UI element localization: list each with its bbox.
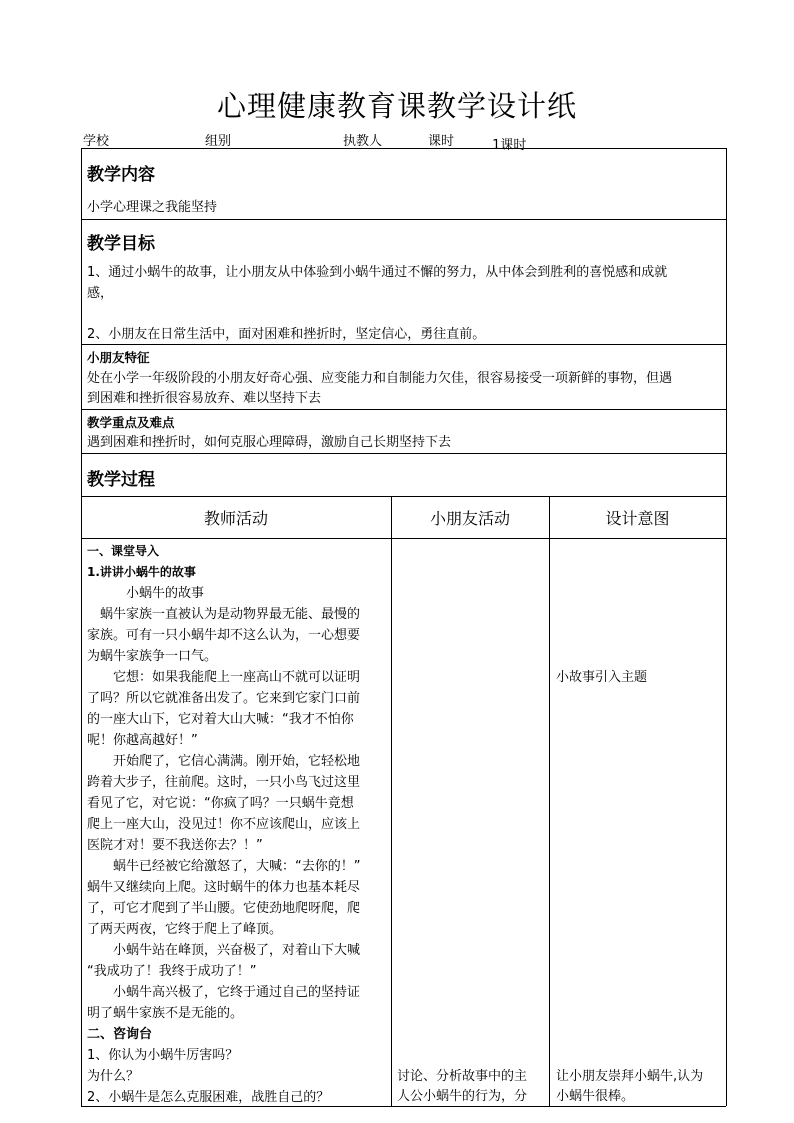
story-line: 它想：如果我能爬上一座高山不就可以证明 — [113, 670, 361, 685]
divider-content — [81, 219, 726, 220]
question-line: 为什么？ — [87, 1069, 140, 1084]
story-line: 的一座大山下，它对着大山大喊：“我才不怕你 — [87, 712, 354, 727]
goal-1-line2: 感， — [87, 286, 114, 301]
section-intro-heading: 一、课堂导入 — [87, 544, 160, 558]
intent-1: 小故事引入主题 — [556, 670, 648, 685]
key-heading: 教学重点及难点 — [87, 415, 175, 430]
section-consult-heading: 二、咨询台 — [87, 1027, 153, 1042]
process-heading: 教学过程 — [87, 470, 155, 490]
table-right-border — [726, 148, 727, 1106]
column-divider-1 — [391, 496, 392, 1106]
story-line: 呢！你越高越好！” — [87, 733, 198, 748]
hours-label: 课时 — [428, 134, 455, 149]
story-line: 明了蜗牛家族不是无能的。 — [87, 1006, 244, 1021]
story-line: 医院才对！要不我送你去？！” — [87, 838, 263, 853]
story-line: 跨着大步子，往前爬。这时，一只小鸟飞过这里 — [87, 775, 361, 790]
teacher-activity-cell — [87, 541, 387, 1108]
story-line: 了吗？所以它就准备出发了。它来到它家门口前 — [87, 691, 361, 706]
intent-2-line2: 小蜗牛很棒。 — [556, 1089, 635, 1104]
question-line: 2、小蜗牛是怎么克服困难，战胜自己的？ — [87, 1090, 330, 1105]
column-header-student: 小朋友活动 — [429, 509, 510, 528]
column-header-teacher: 教师活动 — [203, 509, 268, 528]
goal-2: 2、小朋友在日常生活中，面对困难和挫折时，坚定信心，勇往直前。 — [87, 327, 486, 342]
traits-line1: 处在小学一年级阶段的小朋友好奇心强、应变能力和自制能力欠佳，很容易接受一项新鲜的事物，但遇 — [87, 371, 673, 386]
student-activity-2-line1: 讨论、分析故事中的主 — [397, 1069, 528, 1084]
table-top-border — [81, 148, 726, 149]
teacher-field[interactable] — [382, 134, 428, 149]
story-line: 开始爬了，它信心满满。刚开始，它轻松地 — [113, 754, 361, 769]
story-subheading: 1.讲讲小蜗牛的故事 — [87, 565, 196, 579]
story-line: 蜗牛已经被它给激怒了，大喊：“去你的！” — [113, 859, 361, 874]
story-title: 小蜗牛的故事 — [126, 586, 205, 601]
intent-2-line1: 让小朋友崇拜小蜗牛,认为 — [556, 1069, 704, 1084]
question-line: 1、你认为小蜗牛厉害吗？ — [87, 1048, 239, 1063]
story-line: 看见了它，对它说：“你疯了吗？一只蜗牛竟想 — [87, 796, 354, 811]
student-activity-2-line2: 人公小蜗牛的行为，分 — [397, 1089, 528, 1104]
story-line: 家族。可有一只小蜗牛却不这么认为，一心想要 — [87, 628, 361, 643]
hours-value: 1课时 — [492, 134, 526, 149]
traits-heading: 小朋友特征 — [87, 350, 150, 365]
school-label: 学校 — [83, 134, 110, 149]
group-field[interactable] — [231, 134, 337, 149]
teacher-label: 执教人 — [343, 134, 383, 149]
story-line: 蜗牛家族一直被认为是动物界最无能、最慢的 — [100, 607, 361, 622]
goal-1-line1: 1、通过小蜗牛的故事，让小朋友从中体验到小蜗牛通过不懈的努力，从中体会到胜利的喜悦感和成就 — [87, 265, 668, 280]
hours-field[interactable] — [454, 134, 488, 149]
header-info-line — [83, 130, 527, 153]
divider-key — [81, 453, 726, 454]
story-line: 蜗牛又继续向上爬。这时蜗牛的体力也基本耗尽 — [87, 880, 361, 895]
content-text: 小学心理课之我能坚持 — [87, 200, 218, 215]
story-line: 了，可它才爬到了半山腰。它使劲地爬呀爬，爬 — [87, 901, 361, 916]
column-divider-2 — [549, 496, 550, 1106]
divider-column-header — [81, 538, 726, 539]
story-line: 小蜗牛站在峰顶，兴奋极了，对着山下大喊 — [113, 943, 361, 958]
story-line: 小蜗牛高兴极了，它终于通过自己的坚持证 — [113, 985, 361, 1000]
column-header-intent: 设计意图 — [605, 509, 670, 528]
content-heading: 教学内容 — [87, 165, 155, 185]
school-field[interactable] — [109, 134, 193, 149]
key-text: 遇到困难和挫折时，如何克服心理障碍，激励自己长期坚持下去 — [87, 435, 452, 450]
story-line: 爬上一座大山，没见过！你不应该爬山，应该上 — [87, 817, 361, 832]
group-label: 组别 — [205, 134, 232, 149]
divider-process — [81, 496, 726, 497]
traits-line2: 到困难和挫折很容易放弃、难以坚持下去 — [87, 391, 322, 406]
story-line: 为蜗牛家族争一口气。 — [87, 649, 218, 664]
page-title: 心理健康教育课教学设计纸 — [216, 89, 577, 123]
table-left-border — [81, 148, 82, 1106]
story-line: 了两天两夜，它终于爬上了峰顶。 — [87, 922, 283, 937]
divider-traits — [81, 409, 726, 410]
story-line: “我成功了！我终于成功了！” — [87, 964, 257, 979]
goals-heading: 教学目标 — [87, 234, 155, 254]
